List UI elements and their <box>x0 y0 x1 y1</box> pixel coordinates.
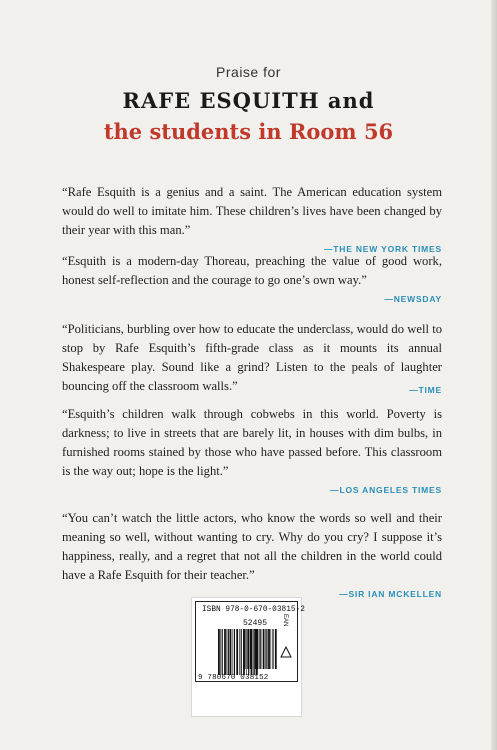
quote-text: “Politicians, burbling over how to educate the underclass, would do well to stop by Rafe Esquith’s fifth-grade class as it mounts its annual Shakespeare play. Sound like a grind? Listen to the peals of laughter bouncing off the classroom walls.” —TIME <box>62 320 442 396</box>
isbn-text: ISBN 978-0-670-03815-2 <box>202 606 305 614</box>
triangle-icon <box>280 646 292 658</box>
quote-text: “Esquith’s children walk through cobwebs in this world. Poverty is darkness; to live in streets that are barely lit, in houses with dim bulbs, in furnished rooms stained by those who have passed before. This classroom is the way out; hope is the light.” <box>62 407 442 478</box>
praise-label: Praise for <box>216 64 281 80</box>
quote-text: “You can’t watch the little actors, who know the words so well and their meaning so well, without wanting to cry. Why do you cry? I suppose it’s happiness, really, and a regret that not all the children in the world could have a Rafe Esquith for their teacher.” <box>62 511 442 582</box>
title-line-1: RAFE ESQUITH and <box>122 88 375 113</box>
quote-source: —SIR IAN MCKELLEN <box>339 589 442 599</box>
ean-digits: 9 780670 038152 <box>198 674 269 682</box>
quote-source: —THE NEW YORK TIMES <box>324 244 442 254</box>
quote-1 <box>62 183 442 259</box>
title-line-2: the students in Room 56 <box>103 119 394 144</box>
addon-number: 52495 <box>243 619 268 628</box>
quote-3 <box>62 320 442 400</box>
ean-label: EAN <box>282 614 288 627</box>
quote-source: —LOS ANGELES TIMES <box>330 485 442 495</box>
quote-text: “Esquith is a modern-day Thoreau, preaching the value of good work, honest self-reflection and the courage to go one’s own way.” <box>62 254 442 287</box>
quote-2 <box>62 252 442 309</box>
quote-source: —NEWSDAY <box>384 294 442 304</box>
quote-5 <box>62 509 442 604</box>
quote-text: “Rafe Esquith is a genius and a saint. The American education system would do well to imitate him. These children’s lives have been changed by their year with this man.” <box>62 185 442 237</box>
addon-barcode-bars <box>243 629 277 669</box>
barcode-box <box>191 597 305 717</box>
quote-4 <box>62 405 442 500</box>
quote-source: —TIME <box>409 385 442 395</box>
barcode-frame <box>195 601 305 682</box>
